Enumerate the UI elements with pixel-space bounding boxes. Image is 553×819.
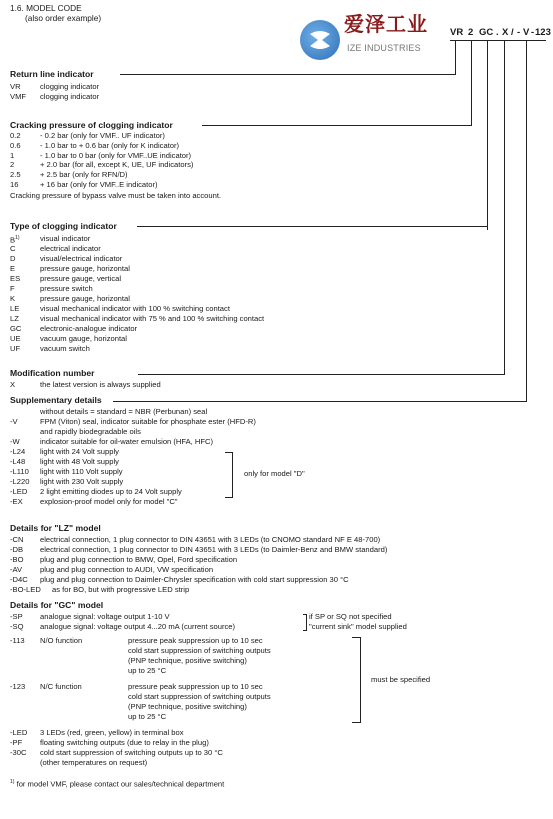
description: pressure switch — [40, 284, 93, 293]
description: analogue signal: voltage output 4...20 mA (current source) — [40, 622, 236, 631]
code: VMF — [10, 92, 27, 101]
modification-rule — [138, 374, 505, 375]
code: UF — [10, 344, 21, 353]
description: visual indicator — [40, 234, 91, 243]
model-code-2: 2 — [468, 27, 474, 38]
code: ES — [10, 274, 21, 283]
code: VR — [10, 82, 21, 91]
description: pressure gauge, horizontal — [40, 294, 130, 303]
code: C — [10, 244, 16, 253]
description: up to 25 °C — [128, 712, 167, 721]
description: as for BO, but with progressive LED strip — [52, 585, 190, 594]
supplementary-rule — [113, 401, 527, 402]
bracket-note: must be specified — [371, 675, 431, 684]
code: 0.2 — [10, 131, 21, 140]
logo-chinese-name: 爱泽工业 — [344, 14, 428, 36]
footnote-text: for model VMF, please contact our sales/technical department — [16, 779, 225, 789]
cracking-title: Cracking pressure of clogging indicator — [10, 120, 173, 130]
description: vacuum switch — [40, 344, 90, 353]
description: plug and plug connection to Daimler-Chrysler specification with cold start suppression 30 °C — [40, 575, 349, 584]
description: (PNP technique, positive switching) — [128, 656, 247, 665]
code: -W — [10, 437, 20, 446]
description: floating switching outputs (due to relay in the plug) — [40, 738, 209, 747]
bracket — [352, 637, 361, 723]
description: without details = standard = NBR (Perbunan) seal — [40, 407, 208, 416]
description: + 2.5 bar (only for RFN/D) — [40, 170, 128, 179]
return-line-title: Return line indicator — [10, 69, 94, 79]
description: + 16 bar (only for VMF..E indicator) — [40, 180, 158, 189]
bracket — [303, 614, 307, 631]
code: -V — [10, 417, 18, 426]
code: -LED — [10, 487, 28, 496]
description: electrical connection, 1 plug connector to DIN 43651 with 3 LEDs (to CNOMO standard NF E 48-700) — [40, 535, 381, 544]
description: - 0.2 bar (only for VMF.. UF indicator) — [40, 131, 165, 140]
cracking-rule — [202, 125, 472, 126]
model-code-dash2: - — [531, 27, 535, 38]
description: cold start suppression of switching outputs — [128, 646, 271, 655]
footnote-marker: 1) — [15, 235, 20, 241]
type-title: Type of clogging indicator — [10, 221, 117, 231]
type-rule — [137, 226, 488, 227]
code: UE — [10, 334, 21, 343]
code: -L110 — [10, 467, 29, 476]
ize-logo-icon — [300, 20, 340, 60]
connector-modification — [504, 41, 505, 375]
supplementary-title: Supplementary details — [10, 395, 102, 405]
code: K — [10, 294, 16, 303]
description: visual mechanical indicator with 75 % and 100 % switching contact — [40, 314, 265, 323]
function-name: N/O function — [40, 636, 83, 645]
description: light with 230 Volt supply — [40, 477, 124, 486]
description: + 2.0 bar (for all, except K, UE, UF indicators) — [40, 160, 194, 169]
code: -113 — [10, 636, 25, 645]
description: cold start suppression of switching outputs — [128, 692, 271, 701]
code: -AV — [10, 565, 23, 574]
description: 3 LEDs (red, green, yellow) in terminal box — [40, 728, 184, 737]
description: (other temperatures on request) — [40, 758, 148, 767]
bracket-note: if SP or SQ not specified — [309, 612, 392, 621]
description: explosion-proof model only for model "C" — [40, 497, 178, 506]
code: -L220 — [10, 477, 30, 486]
code: 2.5 — [10, 170, 21, 179]
footnote — [10, 778, 224, 789]
description: plug and plug connection to AUDI, VW specification — [40, 565, 214, 574]
code: -BO-LED — [10, 585, 41, 594]
description: clogging indicator — [40, 92, 100, 101]
return-line-rule — [120, 74, 456, 75]
description: vacuum gauge, horizontal — [40, 334, 127, 343]
description: cold start suppression of switching outputs up to 30 °C — [40, 748, 223, 757]
code: E — [10, 264, 16, 273]
description: pressure gauge, horizontal — [40, 264, 130, 273]
code: $B^{1)}$ — [10, 235, 20, 245]
description: light with 48 Volt supply — [40, 457, 119, 466]
code: F — [10, 284, 15, 293]
description: FPM (Viton) seal, indicator suitable for phosphate ester (HFD-R) — [40, 417, 256, 426]
description: (PNP technique, positive switching) — [128, 702, 247, 711]
modification-title: Modification number — [10, 368, 95, 378]
description: indicator suitable for oil-water emulsion (HFA, HFC) — [40, 437, 214, 446]
description: visual/electrical indicator — [40, 254, 123, 263]
lz-title: Details for "LZ" model — [10, 523, 101, 533]
code: -BO — [10, 555, 24, 564]
code: GC — [10, 324, 22, 333]
cracking-note: Cracking pressure of bypass valve must be taken into account. — [10, 191, 222, 200]
code: 0.6 — [10, 141, 21, 150]
code: LZ — [10, 314, 19, 323]
description: - 1.0 bar to 0 bar (only for VMF..UE indicator) — [40, 151, 192, 160]
description: 2 light emitting diodes up to 24 Volt supply — [40, 487, 182, 496]
description: and rapidly biodegradable oils — [40, 427, 141, 436]
model-code-dash1: - — [517, 27, 521, 38]
description: pressure peak suppression up to 10 sec — [128, 636, 263, 645]
code: D — [10, 254, 16, 263]
model-code-123: 123 — [535, 27, 551, 38]
description: light with 24 Volt supply — [40, 447, 119, 456]
code: -30C — [10, 748, 27, 757]
code: -SP — [10, 612, 23, 621]
description: pressure gauge, vertical — [40, 274, 122, 283]
description: clogging indicator — [40, 82, 100, 91]
code: -SQ — [10, 622, 24, 631]
description: electronic-analogue indicator — [40, 324, 138, 333]
bracket-note: "current sink" model supplied — [309, 622, 407, 631]
description: plug and plug connection to BMW, Opel, Ford specification — [40, 555, 238, 564]
description: analogue signal: voltage output 1-10 V — [40, 612, 170, 621]
section-subtitle: (also order example) — [25, 13, 102, 23]
connector-type — [487, 41, 488, 230]
model-code-gc: GC — [479, 27, 494, 38]
function-name: N/C function — [40, 682, 82, 691]
code: LE — [10, 304, 20, 313]
code: 16 — [10, 180, 19, 189]
code: -CN — [10, 535, 24, 544]
bracket-note: only for model "D" — [244, 469, 305, 478]
connector-cracking — [471, 41, 472, 125]
description: up to 25 °C — [128, 666, 167, 675]
gc-title: Details for "GC" model — [10, 600, 104, 610]
model-code-vr: VR — [450, 27, 464, 38]
section-title: 1.6. MODEL CODE — [10, 3, 82, 13]
footnote-marker: 1) — [10, 779, 15, 785]
code: -DB — [10, 545, 24, 554]
model-code-slash: / — [511, 27, 514, 38]
code: -L24 — [10, 447, 26, 456]
code: 1 — [10, 151, 15, 160]
description: light with 110 Volt supply — [40, 467, 123, 476]
bracket — [225, 452, 233, 498]
connector-return-line — [455, 41, 456, 74]
code: -L48 — [10, 457, 26, 466]
description: pressure peak suppression up to 10 sec — [128, 682, 263, 691]
code: -123 — [10, 682, 26, 691]
code: 2 — [10, 160, 15, 169]
description: the latest version is always supplied — [40, 380, 161, 389]
description: - 1.0 bar to + 0.6 bar (only for K indicator) — [40, 141, 180, 150]
description: electrical indicator — [40, 244, 101, 253]
model-code-x: X — [502, 27, 509, 38]
code: -D4C — [10, 575, 28, 584]
connector-supplementary — [526, 41, 527, 401]
code: -EX — [10, 497, 23, 506]
code: -LED — [10, 728, 28, 737]
model-code-underline — [450, 40, 546, 41]
code: -PF — [10, 738, 23, 747]
code: X — [10, 380, 16, 389]
description: visual mechanical indicator with 100 % switching contact — [40, 304, 230, 313]
model-code-dot: . — [496, 27, 499, 38]
description: electrical connection, 1 plug connector to DIN 43651 with 3 LEDs (to Daimler-Benz and BMW standard) — [40, 545, 388, 554]
logo-english-name: IZE INDUSTRIES — [347, 43, 421, 53]
model-code-v: V — [523, 27, 530, 38]
